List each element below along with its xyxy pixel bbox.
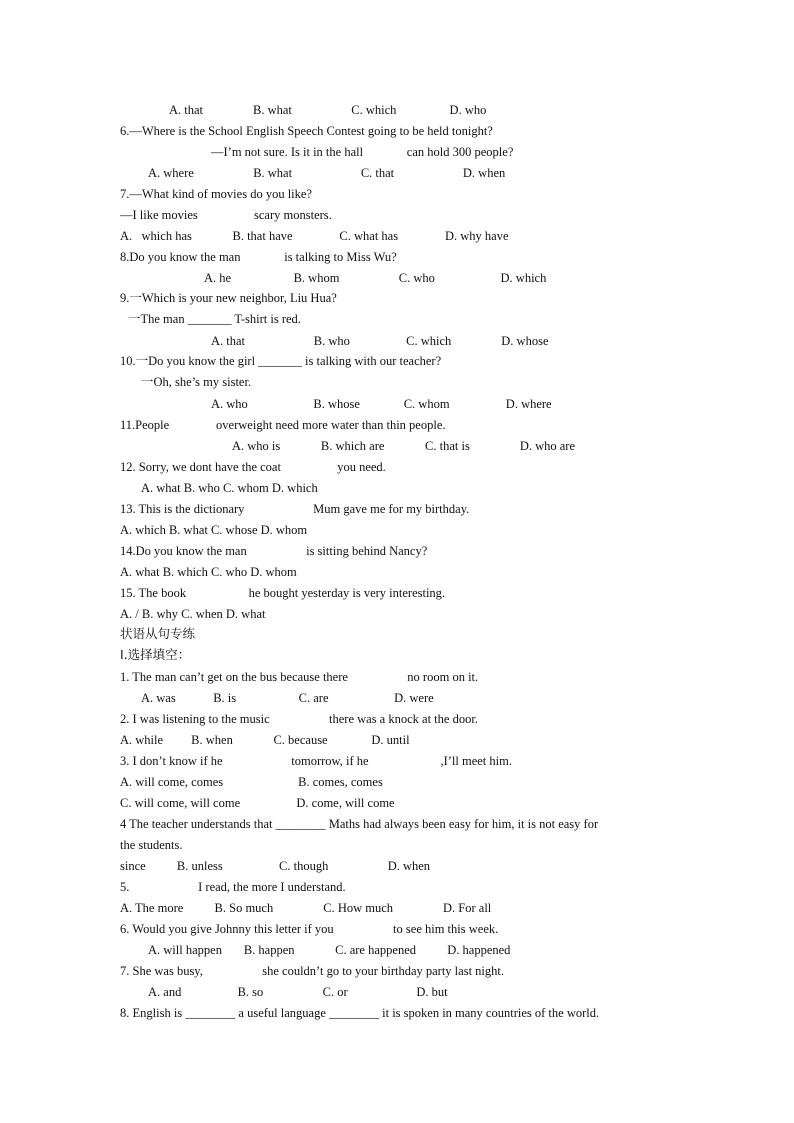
q7-options: A. which has B. that have C. what has D. why have <box>120 229 509 243</box>
q11-options: A. who is B. which are C. that is D. who are <box>232 439 576 453</box>
adv-q1-question: 1. The man can’t get on the bus because there no room on it. <box>120 670 479 684</box>
q12-question: 12. Sorry, we dont have the coat you need. <box>120 460 386 474</box>
q13-question: 13. This is the dictionary Mum gave me for my birthday. <box>120 502 470 516</box>
q6-question: 6.—Where is the School English Speech Contest going to be held tonight? <box>120 124 493 138</box>
q15-options: A. / B. why C. when D. what <box>120 607 266 621</box>
q14-question: 14.Do you know the man is sitting behind Nancy? <box>120 544 428 558</box>
section-subheading: Ⅰ.选择填空： <box>120 647 191 662</box>
q10-answer-line: 一Oh, she’s my sister. <box>141 375 252 389</box>
adv-q7-question: 7. She was busy, she couldn’t go to your birthday party last night. <box>120 964 504 978</box>
adv-q3-options-cd: C. will come, will come D. come, will come <box>120 796 395 810</box>
adv-q6-options: A. will happen B. happen C. are happened D. happened <box>148 943 511 957</box>
q6-options: A. where B. what C. that D. when <box>148 166 506 180</box>
adv-q2-question: 2. I was listening to the music there was a knock at the door. <box>120 712 478 726</box>
q13-options: A. which B. what C. whose D. whom <box>120 523 308 537</box>
adv-q7-options: A. and B. so C. or D. but <box>148 985 448 999</box>
adv-q3-question: 3. I don’t know if he tomorrow, if he ,I’ll meet him. <box>120 754 512 768</box>
q14-options: A. what B. which C. who D. whom <box>120 565 297 579</box>
q11-question: 11.People overweight need more water than thin people. <box>120 418 446 432</box>
q15-question: 15. The book he bought yesterday is very interesting. <box>120 586 446 600</box>
q9-answer-line: 一The man _______ T-shirt is red. <box>128 312 301 326</box>
q8-question: 8.Do you know the man is talking to Miss Wu? <box>120 250 397 264</box>
adv-q6-question: 6. Would you give Johnny this letter if you to see him this week. <box>120 922 499 936</box>
q7-question: 7.—What kind of movies do you like? <box>120 187 312 201</box>
adv-q5-options: A. The more B. So much C. How much D. For all <box>120 901 492 915</box>
adv-q4-question-cont: the students. <box>120 838 183 852</box>
q12-options: A. what B. who C. whom D. which <box>141 481 318 495</box>
q5-options: A. that B. what C. which D. who <box>169 103 487 117</box>
q9-question: 9.一Which is your new neighbor, Liu Hua? <box>120 291 337 305</box>
adv-q4-question: 4 The teacher understands that ________ Maths had always been easy for him, it is not easy for <box>120 817 599 831</box>
adv-q4-options: since B. unless C. though D. when <box>120 859 431 873</box>
q9-options: A. that B. who C. which D. whose <box>211 334 549 348</box>
adv-q1-options: A. was B. is C. are D. were <box>141 691 434 705</box>
adv-q3-options-ab: A. will come, comes B. comes, comes <box>120 775 383 789</box>
adv-q8-question: 8. English is ________ a useful language ________ it is spoken in many countries of the world. <box>120 1006 600 1020</box>
section-heading: 状语从句专练 <box>120 626 196 641</box>
q7-answer-line: —I like movies scary monsters. <box>120 208 332 222</box>
adv-q2-options: A. while B. when C. because D. until <box>120 733 410 747</box>
q6-answer-line: —I’m not sure. Is it in the hall can hold 300 people? <box>211 145 514 159</box>
q10-options: A. who B. whose C. whom D. where <box>211 397 552 411</box>
q8-options: A. he B. whom C. who D. which <box>204 271 547 285</box>
q10-question: 10.一Do you know the girl _______ is talking with our teacher? <box>120 354 442 368</box>
adv-q5-question: 5. I read, the more I understand. <box>120 880 346 894</box>
